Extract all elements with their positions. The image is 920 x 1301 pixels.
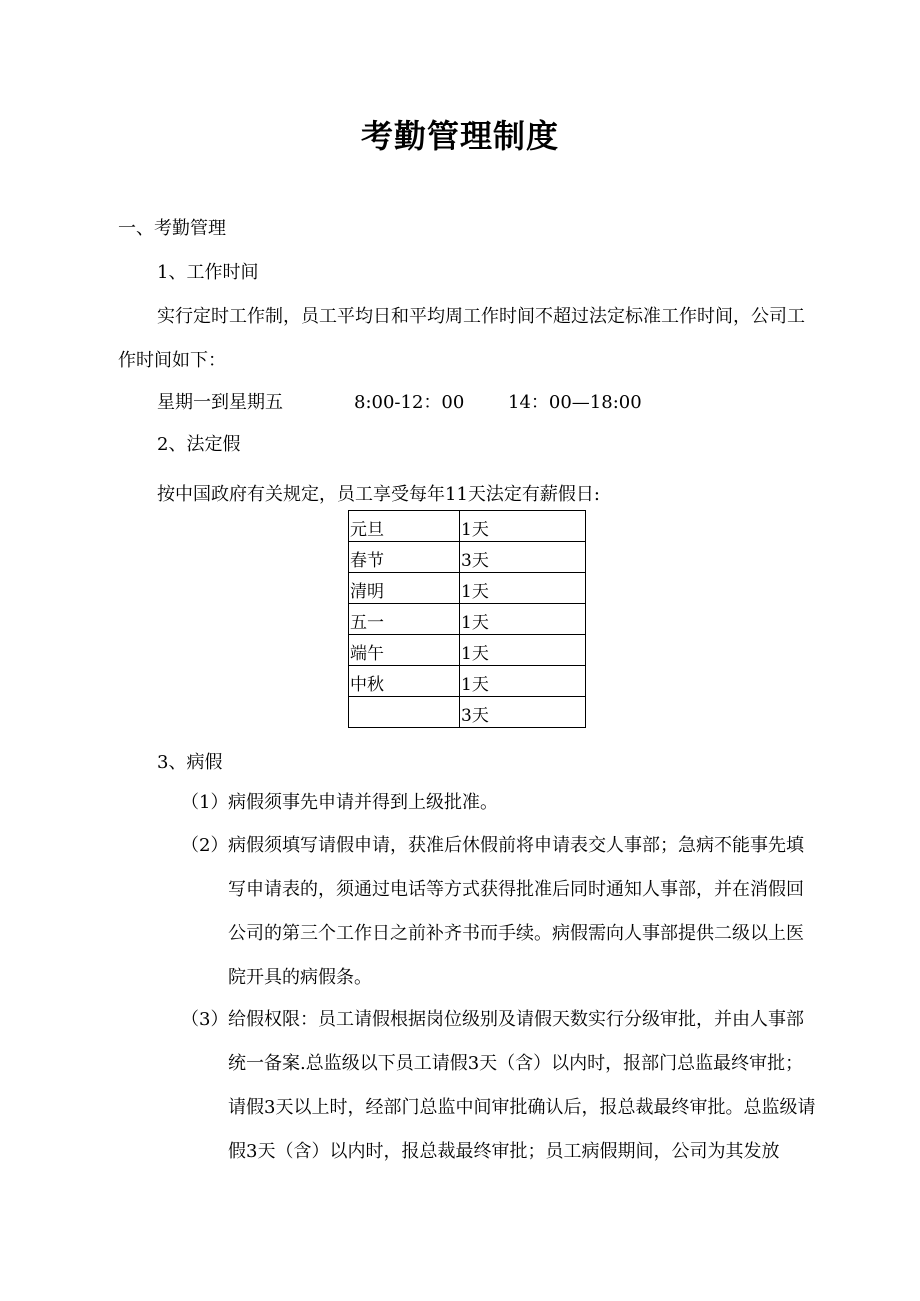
- work-hours-schedule: [0, 390, 920, 416]
- holiday-name: 端午: [349, 635, 460, 666]
- table-row: [349, 573, 586, 604]
- holiday-name: 中秋: [349, 666, 460, 697]
- table-row: [349, 604, 586, 635]
- work-hours-paragraph: 实行定时工作制，员工平均日和平均周工作时间不超过法定标准工作时间，公司工作时间如下：: [118, 306, 805, 371]
- holiday-name: [349, 697, 460, 728]
- table-row: [349, 511, 586, 542]
- holiday-days: 1天: [460, 604, 586, 635]
- table-row: [349, 542, 586, 573]
- holiday-days: 1天: [460, 666, 586, 697]
- section-heading-attendance: 一、考勤管理: [118, 218, 226, 239]
- sick-leave-item-2-text: 病假须填写请假申请，获准后休假前将申请表交人事部；急病不能事先填写申请表的，须通过电话等方式获得批准后同时通知人事部，并在消假回公司的第三个工作日之前补齐书而手续。病假需向人事部提供二级以上医院开具的病假条。: [228, 835, 804, 988]
- sick-leave-item-3-number: （3）: [181, 1009, 229, 1030]
- page-title: 考勤管理制度: [360, 117, 559, 155]
- holidays-table: [348, 510, 586, 728]
- holiday-name: 元旦: [349, 511, 460, 542]
- holiday-days: 1天: [460, 635, 586, 666]
- table-row: [349, 697, 586, 728]
- morning-hours: 8:00-12：00: [354, 392, 465, 413]
- table-row: [349, 666, 586, 697]
- holiday-days: 3天: [460, 542, 586, 573]
- sick-leave-item-3-text: 给假权限：员工请假根据岗位级别及请假天数实行分级审批，并由人事部统一备案.总监级以下员工请假3天（含）以内时，报部门总监最终审批；请假3天以上时，经部门总监中间审批确认后，报总裁最终审批。总监级请假3天（含）以内时，报总裁最终审批；员工病假期间，公司为其发放: [228, 1009, 816, 1162]
- sick-leave-item-1-number: （1）: [181, 792, 229, 813]
- holiday-name: 五一: [349, 604, 460, 635]
- sick-leave-item-1-text: 病假须事先申请并得到上级批准。: [228, 792, 498, 813]
- subsection-heading-sick-leave: 3、病假: [157, 752, 223, 773]
- holiday-name: 春节: [349, 542, 460, 573]
- subsection-heading-work-hours: 1、工作时间: [157, 262, 259, 283]
- holidays-intro: 按中国政府有关规定，员工享受每年11天法定有薪假日:: [157, 484, 600, 505]
- afternoon-hours: 14：00—18:00: [508, 392, 642, 413]
- holiday-days: 1天: [460, 511, 586, 542]
- sick-leave-item-2-number: （2）: [181, 835, 229, 856]
- holiday-days: 1天: [460, 573, 586, 604]
- table-row: [349, 635, 586, 666]
- holiday-days: 3天: [460, 697, 586, 728]
- work-days: 星期一到星期五: [157, 392, 283, 413]
- holiday-name: 清明: [349, 573, 460, 604]
- subsection-heading-statutory-holidays: 2、法定假: [157, 434, 241, 455]
